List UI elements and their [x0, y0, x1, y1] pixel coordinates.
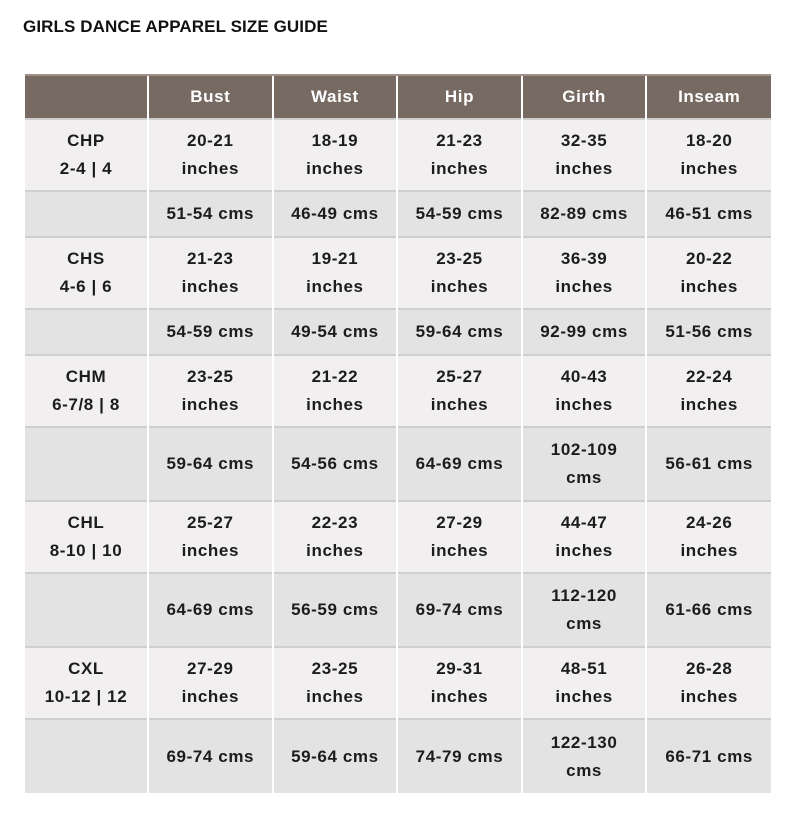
unit-label: inches [181, 277, 240, 296]
column-header-waist: Waist [273, 75, 398, 119]
table-row-chl-cms [25, 573, 771, 647]
bust-cms-cell: 51-54 cms [148, 191, 273, 237]
girth-cms-cell [522, 719, 647, 793]
size-range: 4-6 | 6 [59, 277, 113, 296]
size-range: 8-10 | 10 [49, 541, 123, 560]
unit-label: inches [306, 541, 364, 560]
column-header-hip: Hip [397, 75, 522, 119]
unit-label: inches [555, 159, 613, 178]
waist-cms-cell: 56-59 cms [273, 573, 398, 647]
header-row [25, 75, 771, 119]
unit-label: inches [555, 277, 613, 296]
value: 26-28 [685, 659, 733, 678]
value: 18-19 [311, 131, 359, 150]
table-row-chp-inches [25, 119, 771, 191]
hip-inches-cell [397, 237, 522, 309]
waist-cms-cell: 46-49 cms [273, 191, 398, 237]
column-header-bust: Bust [148, 75, 273, 119]
hip-inches-cell [397, 119, 522, 191]
waist-inches-cell [273, 237, 398, 309]
inseam-inches-cell [646, 237, 771, 309]
waist-cms-cell: 54-56 cms [273, 427, 398, 501]
value: 20-21 [187, 131, 234, 150]
unit-label: inches [306, 687, 364, 706]
value: 23-25 [187, 367, 234, 386]
value: 22-23 [311, 513, 359, 532]
unit-label: inches [181, 159, 240, 178]
table-row-chm-cms [25, 427, 771, 501]
value: 25-27 [436, 367, 483, 386]
value: 18-20 [685, 131, 733, 150]
waist-cms-cell: 59-64 cms [273, 719, 398, 793]
value: 21-23 [187, 249, 234, 268]
table-row-chs-inches [25, 237, 771, 309]
girth-cms-value: 122-130 cms [550, 732, 618, 780]
unit-label: inches [181, 541, 240, 560]
inseam-cms-cell: 61-66 cms [646, 573, 771, 647]
column-header-size [25, 75, 148, 119]
unit-label: inches [306, 159, 364, 178]
inseam-inches-cell [646, 501, 771, 573]
unit-label: inches [555, 687, 613, 706]
table-row-cxl-cms [25, 719, 771, 793]
unit-label: inches [181, 395, 240, 414]
empty-size-cell [25, 191, 148, 237]
bust-cms-cell: 69-74 cms [148, 719, 273, 793]
unit-label: inches [680, 541, 738, 560]
unit-label: inches [430, 395, 489, 414]
bust-inches-cell [148, 237, 273, 309]
girth-inches-cell [522, 119, 647, 191]
hip-cms-cell: 64-69 cms [397, 427, 522, 501]
size-range: 6-7/8 | 8 [52, 395, 120, 414]
inseam-cms-cell: 56-61 cms [646, 427, 771, 501]
value: 20-22 [685, 249, 733, 268]
value: 23-25 [436, 249, 483, 268]
size-code: CHL [67, 513, 105, 532]
value: 48-51 [560, 659, 608, 678]
empty-size-cell [25, 573, 148, 647]
size-label-cell [25, 501, 148, 573]
size-label-cell [25, 237, 148, 309]
inseam-inches-cell [646, 355, 771, 427]
value: 19-21 [311, 249, 359, 268]
inseam-inches-cell [646, 119, 771, 191]
value: 21-23 [436, 131, 483, 150]
unit-label: inches [680, 687, 738, 706]
unit-label: inches [430, 277, 489, 296]
value: 25-27 [187, 513, 234, 532]
girth-inches-cell [522, 355, 647, 427]
value: 27-29 [187, 659, 234, 678]
size-label-cell [25, 119, 148, 191]
unit-label: inches [680, 395, 738, 414]
hip-cms-cell: 59-64 cms [397, 309, 522, 355]
waist-inches-cell [273, 355, 398, 427]
waist-inches-cell [273, 119, 398, 191]
hip-inches-cell [397, 501, 522, 573]
inseam-cms-cell: 66-71 cms [646, 719, 771, 793]
girth-cms-value: 102-109 cms [550, 440, 618, 487]
girth-inches-cell [522, 647, 647, 719]
bust-cms-cell: 59-64 cms [148, 427, 273, 501]
hip-inches-cell [397, 647, 522, 719]
bust-inches-cell [148, 647, 273, 719]
girth-inches-cell [522, 237, 647, 309]
hip-cms-cell: 69-74 cms [397, 573, 522, 647]
unit-label: inches [430, 541, 489, 560]
column-header-inseam: Inseam [646, 75, 771, 119]
waist-cms-cell: 49-54 cms [273, 309, 398, 355]
page-title: GIRLS DANCE APPAREL SIZE GUIDE [23, 17, 328, 36]
bust-cms-cell: 54-59 cms [148, 309, 273, 355]
table-row-chm-inches [25, 355, 771, 427]
bust-cms-cell: 64-69 cms [148, 573, 273, 647]
size-code: CHS [67, 249, 105, 268]
girth-cms-cell: 82-89 cms [522, 191, 647, 237]
value: 21-22 [311, 367, 359, 386]
inseam-inches-cell [646, 647, 771, 719]
unit-label: inches [181, 687, 240, 706]
bust-inches-cell [148, 119, 273, 191]
value: 22-24 [685, 367, 733, 386]
waist-inches-cell [273, 501, 398, 573]
value: 40-43 [560, 367, 608, 386]
inseam-cms-cell: 46-51 cms [646, 191, 771, 237]
unit-label: inches [430, 687, 489, 706]
girth-cms-cell: 92-99 cms [522, 309, 647, 355]
value: 36-39 [560, 249, 608, 268]
girth-cms-cell [522, 427, 647, 501]
bust-inches-cell [148, 355, 273, 427]
unit-label: inches [680, 277, 738, 296]
girth-inches-cell [522, 501, 647, 573]
column-header-girth: Girth [522, 75, 647, 119]
unit-label: inches [680, 159, 738, 178]
unit-label: inches [555, 395, 613, 414]
value: 23-25 [311, 659, 359, 678]
girth-cms-value: 112-120 cms [551, 586, 617, 633]
unit-label: inches [306, 395, 364, 414]
size-guide-table [25, 74, 771, 793]
bust-inches-cell [148, 501, 273, 573]
unit-label: inches [555, 541, 613, 560]
value: 29-31 [436, 659, 483, 678]
size-code: CHM [65, 367, 107, 386]
inseam-cms-cell: 51-56 cms [646, 309, 771, 355]
empty-size-cell [25, 309, 148, 355]
unit-label: inches [306, 277, 364, 296]
value: 24-26 [685, 513, 733, 532]
table-row-chl-inches [25, 501, 771, 573]
size-label-cell [25, 355, 148, 427]
size-label-cell [25, 647, 148, 719]
table-row-chp-cms [25, 191, 771, 237]
empty-size-cell [25, 719, 148, 793]
size-range: 2-4 | 4 [59, 159, 113, 178]
table-row-cxl-inches [25, 647, 771, 719]
table-row-chs-cms [25, 309, 771, 355]
size-range: 10-12 | 12 [44, 687, 128, 706]
unit-label: inches [430, 159, 489, 178]
value: 44-47 [560, 513, 608, 532]
size-code: CHP [67, 131, 105, 150]
value: 32-35 [560, 131, 608, 150]
hip-cms-cell: 54-59 cms [397, 191, 522, 237]
hip-cms-cell: 74-79 cms [397, 719, 522, 793]
size-code: CXL [68, 659, 104, 678]
waist-inches-cell [273, 647, 398, 719]
hip-inches-cell [397, 355, 522, 427]
empty-size-cell [25, 427, 148, 501]
girth-cms-cell [522, 573, 647, 647]
value: 27-29 [436, 513, 483, 532]
